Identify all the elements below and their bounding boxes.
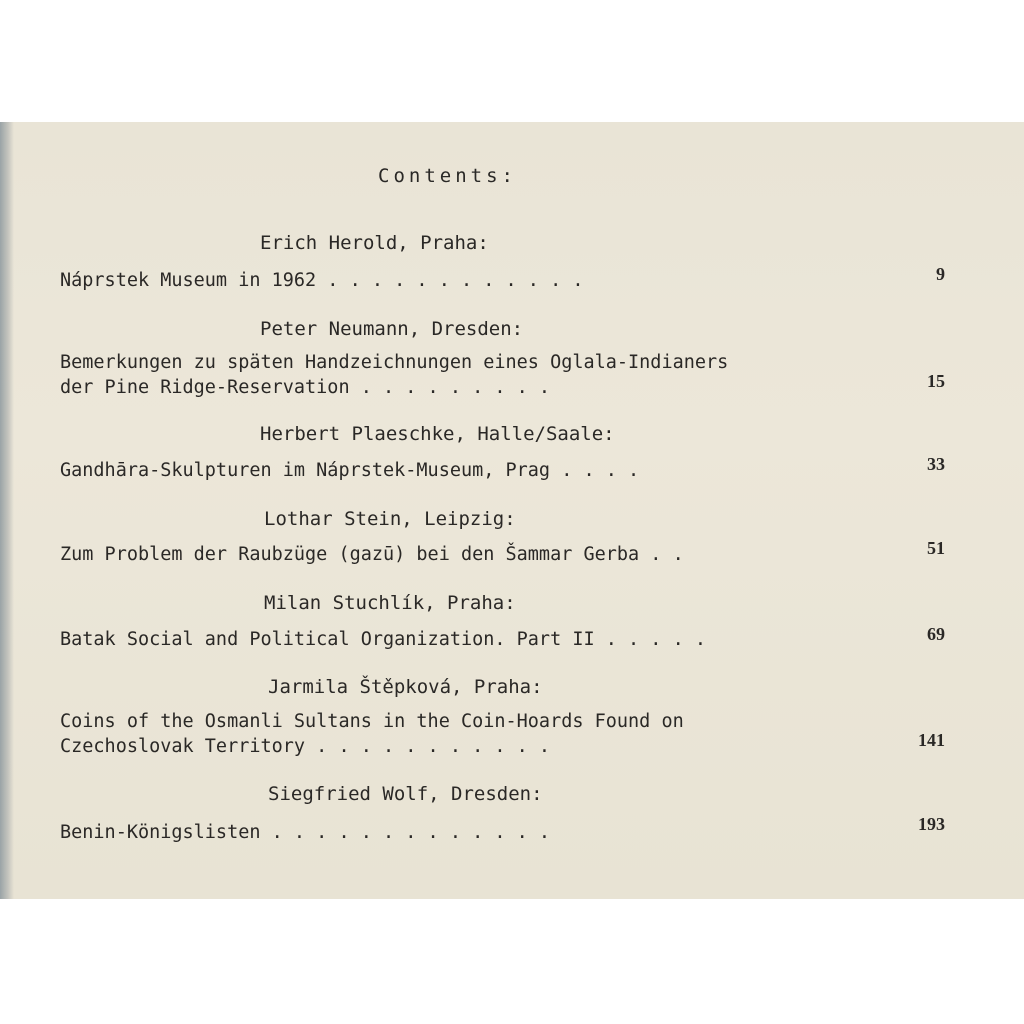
entry-page-number: 193 xyxy=(918,814,945,834)
entry-author: Milan Stuchlík, Praha: xyxy=(264,592,516,614)
entry-author: Herbert Plaeschke, Halle/Saale: xyxy=(260,423,615,445)
entry-title: Zum Problem der Raubzüge (gazū) bei den Šammar Gerba . . xyxy=(60,544,684,565)
entry-author: Peter Neumann, Dresden: xyxy=(260,318,524,340)
entry-title: Bemerkungen zu späten Handzeichnungen eines Oglala-Indianers xyxy=(60,352,729,373)
paper-left-edge xyxy=(0,122,14,899)
entry-title: Gandhāra-Skulpturen im Náprstek-Museum, Prag . . . . xyxy=(60,460,640,481)
entry-page-number: 141 xyxy=(918,730,945,750)
entry-title: Batak Social and Political Organization. Part II . . . . . xyxy=(60,629,707,650)
entry-page-number: 69 xyxy=(927,624,945,644)
entry-title: Coins of the Osmanli Sultans in the Coin-Hoards Found on xyxy=(60,711,684,732)
entry-title: Benin-Königslisten . . . . . . . . . . . . . xyxy=(60,822,551,843)
entry-title: Náprstek Museum in 1962 . . . . . . . . . . . . xyxy=(60,270,584,291)
entry-author: Jarmila Štěpková, Praha: xyxy=(268,676,543,698)
entry-author: Siegfried Wolf, Dresden: xyxy=(268,783,543,805)
entry-author: Erich Herold, Praha: xyxy=(260,232,489,254)
entry-author: Lothar Stein, Leipzig: xyxy=(264,508,516,530)
entry-page-number: 15 xyxy=(927,371,945,391)
entry-title: Czechoslovak Territory . . . . . . . . . . . xyxy=(60,736,551,757)
entry-page-number: 51 xyxy=(927,538,945,558)
entry-page-number: 9 xyxy=(936,264,945,284)
contents-heading: Contents: xyxy=(378,165,517,187)
entry-title: der Pine Ridge-Reservation . . . . . . . . . xyxy=(60,377,551,398)
entry-page-number: 33 xyxy=(927,454,945,474)
